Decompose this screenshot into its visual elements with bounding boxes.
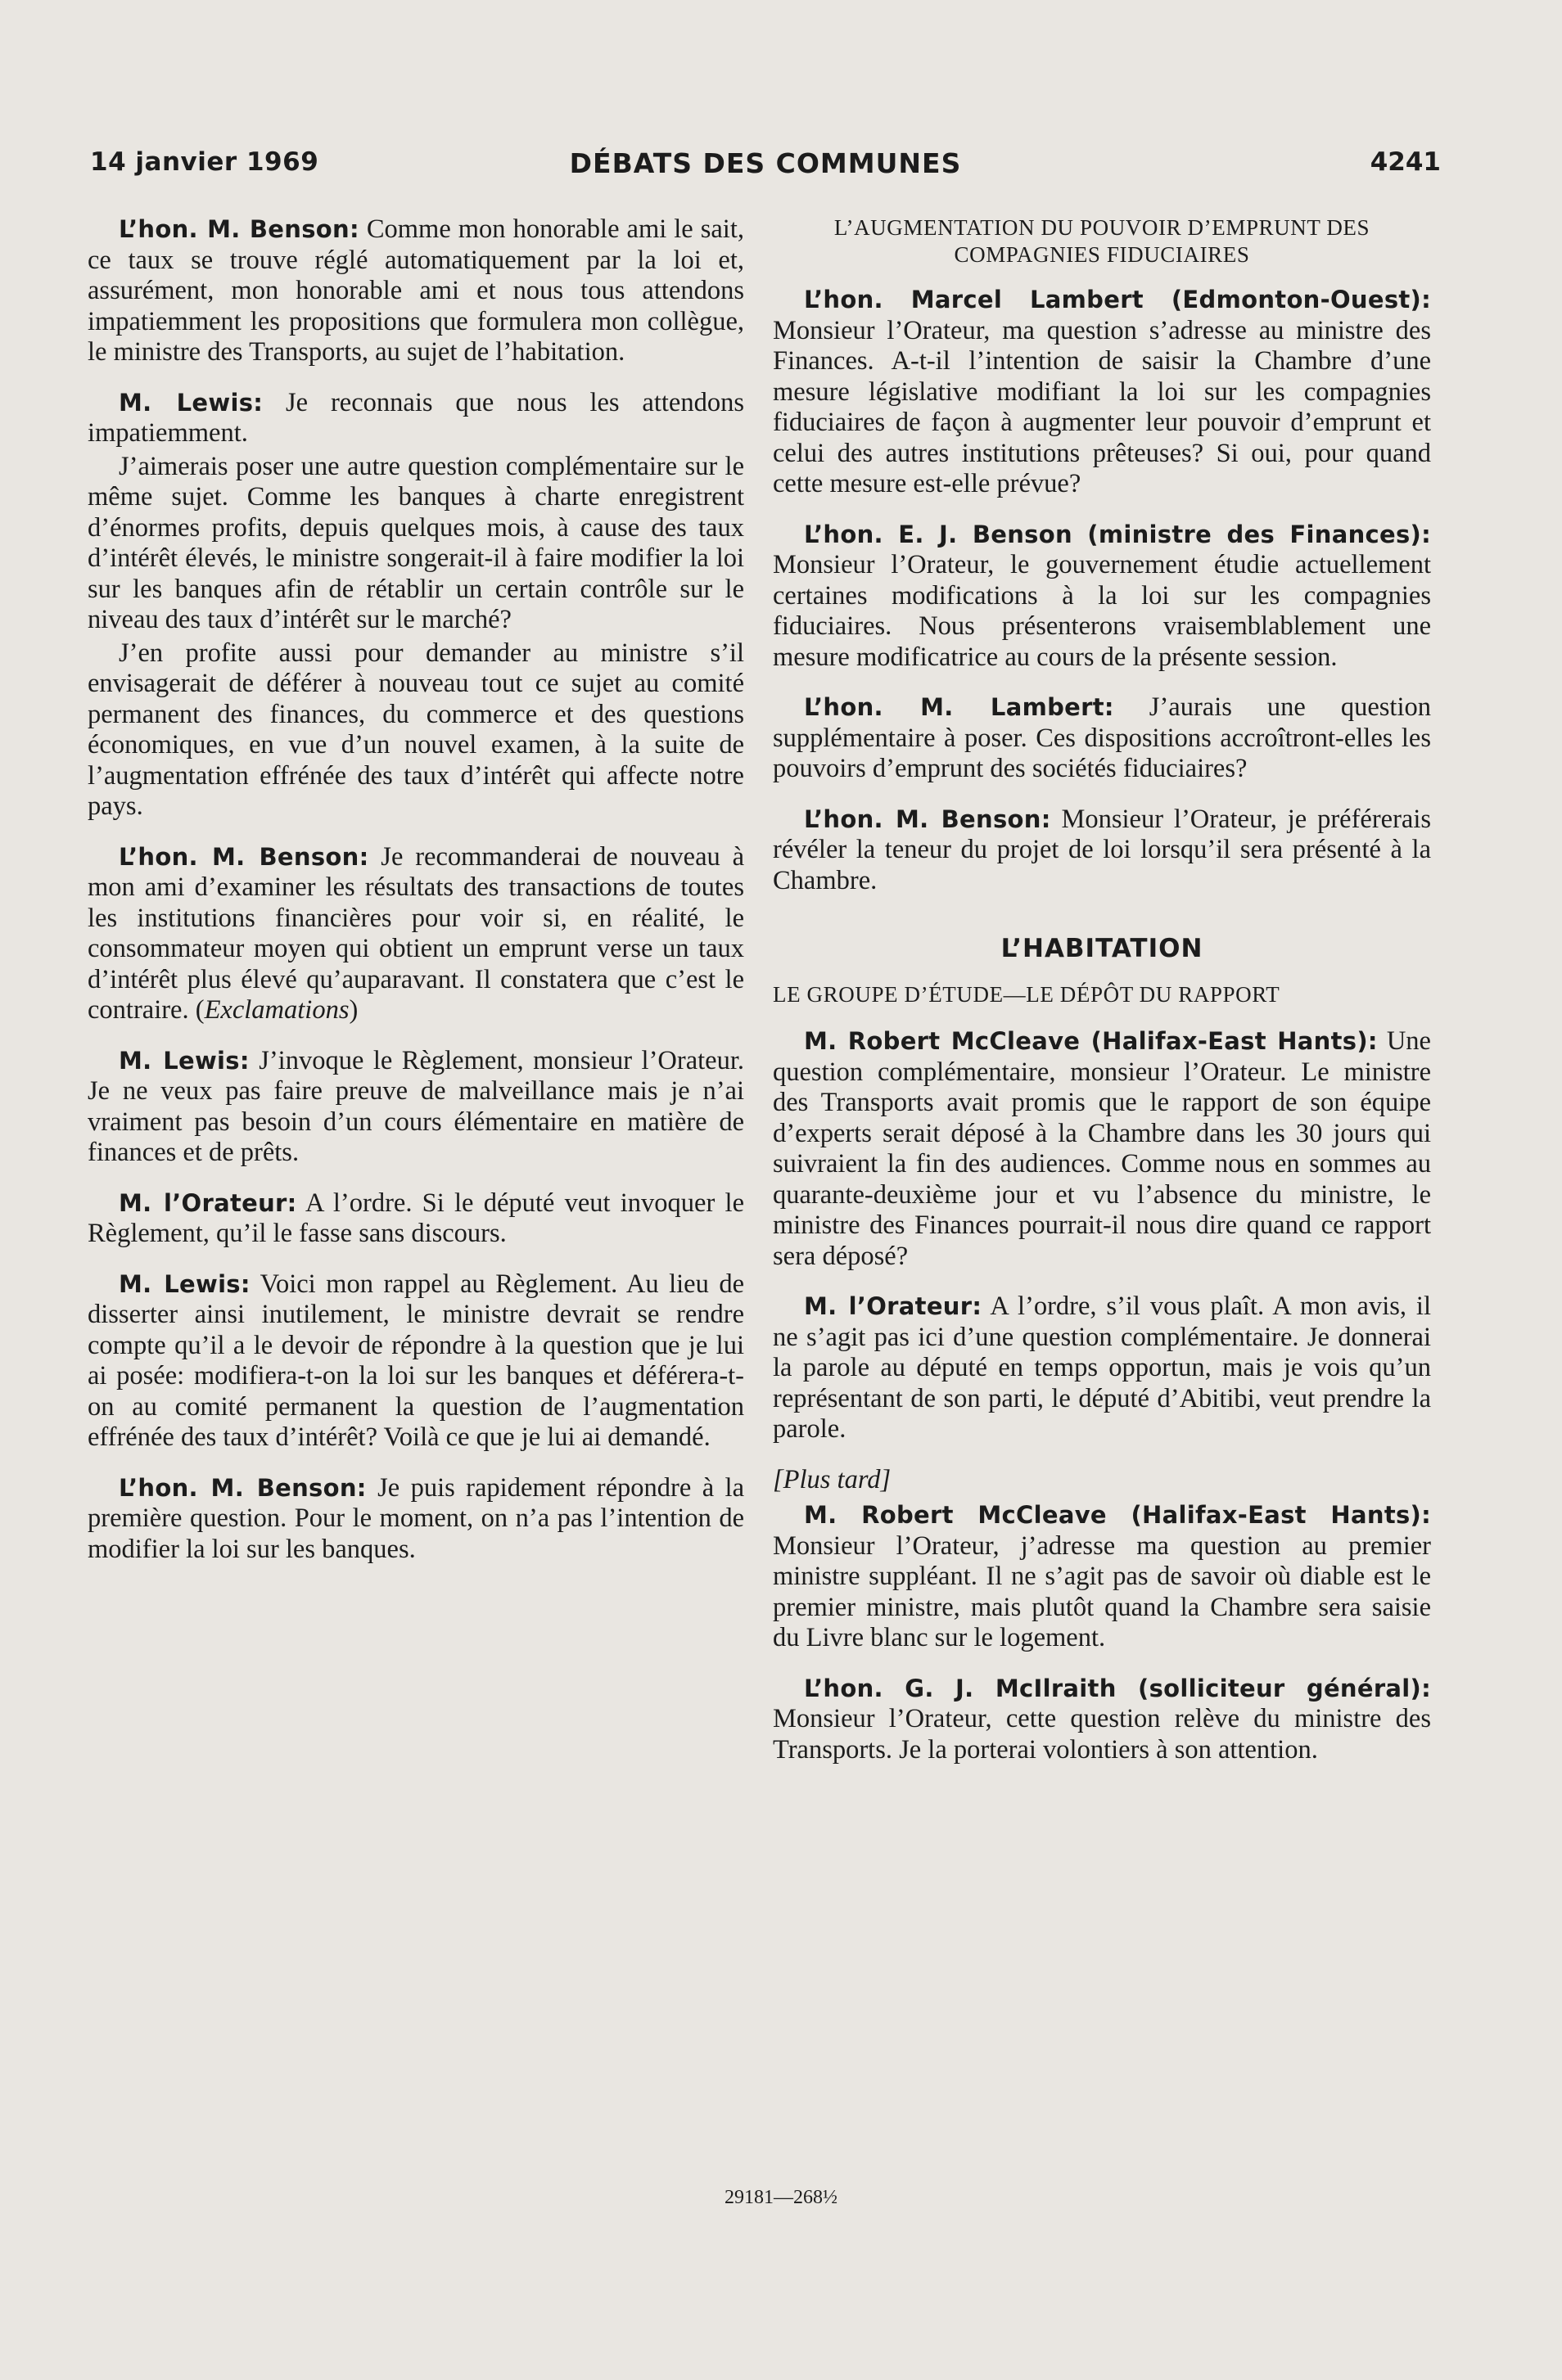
section-heading-trust-companies: L’AUGMENTATION DU POUVOIR D’EMPRUNT DES COMPAGNIES FIDUCIAIRES (833, 215, 1370, 267)
speech-text: J’invoque le Règlement, monsieur l’Orateur. Je ne veux pas faire preuve de malveillance mais je n’ai vraiment pas besoin d’un cours élémentaire en matière de finances et de prêts. (88, 1045, 744, 1167)
right-paragraph-4 (773, 805, 1431, 897)
speech-text: J’aimerais poser une autre question complémentaire sur le même sujet. Comme les banques à charte enregistrent d’énormes profits, depuis quelques mois, à cause des taux d’intérêt élevés, le ministre songerait-il à faire modifier la loi sur les banques afin de rétablir un certain contrôle sur le niveau des taux d’intérêt sur le marché? (88, 451, 744, 634)
right-paragraph-3 (773, 692, 1431, 785)
printing-code: 29181—268½ (725, 2187, 837, 2208)
speaker-name: M. Robert McCleave (Halifax-East Hants): (804, 1027, 1378, 1055)
speaker-name: L’hon. Marcel Lambert (Edmonton-Ouest): (804, 286, 1431, 313)
speaker-name: L’hon. G. J. McIlraith (solliciteur général): (804, 1674, 1431, 1702)
right-paragraph-2 (773, 520, 1431, 674)
speech-text: Je recommanderai de nouveau à mon ami d’examiner les résultats des transactions de toutes les institutions financières pour voir si, en réalité, le consommateur moyen qui obtient un emprunt verse un taux d’intérêt plus élevé qu’auparavant. Il constatera que c’est le contraire. ( (88, 841, 744, 1025)
right-paragraph-8 (773, 1674, 1431, 1766)
speaker-name: L’hon. M. Benson: (804, 805, 1051, 833)
right-paragraph-5 (773, 1026, 1431, 1272)
speaker-name: M. Robert McCleave (Halifax-East Hants): (804, 1501, 1431, 1529)
left-paragraph-2 (88, 388, 744, 449)
speech-text: Monsieur l’Orateur, je préférerais révéler la teneur du projet de loi lorsqu’il sera présenté à la Chambre. (773, 804, 1431, 895)
speaker-name: L’hon. M. Benson: (119, 842, 369, 871)
speaker-name: M. Lewis: (119, 388, 264, 417)
speech-text: A l’ordre. Si le député veut invoquer le Règlement, qu’il le fasse sans discours. (88, 1188, 744, 1248)
header-page-number: 4241 (1370, 147, 1441, 177)
left-paragraph-9 (88, 1473, 744, 1566)
right-paragraph-6 (773, 1291, 1431, 1445)
speech-text: Voici mon rappel au Règlement. Au lieu de disserter ainsi inutilement, le ministre devrait se rendre compte qu’il a le devoir de répondre à la question que je lui ai posée: modifiera-t-on la loi sur les banques et déférera-t-on au comité permanent la question de l’augmentation effrénée des taux d’intérêt? Voilà ce que je lui ai demandé. (88, 1269, 744, 1452)
speech-text: Monsieur l’Orateur, le gouvernement étudie actuellement certaines modifications à la loi sur les compagnies fiduciaires. Nous présenterons vraisemblablement une mesure modificatrice au cours de la présente session. (773, 550, 1431, 672)
subsection-heading-report: LE GROUPE D’ÉTUDE—LE DÉPÔT DU RAPPORT (773, 981, 1280, 1007)
speaker-name: M. Lewis: (119, 1046, 250, 1075)
speaker-name: L’hon. M. Lambert: (804, 693, 1114, 721)
header-title: DÉBATS DES COMMUNES (569, 147, 962, 179)
italic-note: Exclamations (204, 995, 350, 1025)
left-paragraph-6 (88, 1046, 744, 1169)
section-heading-housing: L’HABITATION (1000, 934, 1203, 963)
speech-text: Une question complémentaire, monsieur l’Orateur. Le ministre des Transports avait promis que le rapport de son équipe d’experts serait déposé à la Chambre dans les 30 jours qui suivraient la fin des audiences. Comme nous en sommes au quarante-deuxième jour et vu l’absence du ministre, le ministre des Finances pourrait-il nous dire quand ce rapport sera déposé? (773, 1026, 1431, 1271)
right-paragraph-1 (773, 285, 1431, 500)
left-paragraph-7 (88, 1188, 744, 1250)
speech-text: ) (349, 995, 359, 1025)
speaker-name: L’hon. M. Benson: (119, 215, 359, 243)
speaker-name: M. Lewis: (119, 1269, 251, 1298)
speech-text: A l’ordre, s’il vous plaît. A mon avis, il ne s’agit pas ici d’une question complémentaire. Je donnerai la parole au député en temps opportun, mais je vois qu’un représentant de son parti, le député d’Abitibi, veut prendre la parole. (773, 1291, 1431, 1444)
speech-text: Comme mon honorable ami le sait, ce taux se trouve réglé automatiquement par la loi et, assurément, mon honorable ami et nous tous attendons impatiemment les propositions que formulera mon collègue, le ministre des Transports, au sujet de l’habitation. (88, 214, 744, 367)
speaker-name: M. l’Orateur: (119, 1188, 297, 1217)
speech-text: Monsieur l’Orateur, cette question relève du ministre des Transports. Je la porterai volontiers à son attention. (773, 1704, 1431, 1765)
italic-note: [Plus tard] (773, 1464, 892, 1494)
left-column (88, 214, 744, 1584)
speech-text: Je puis rapidement répondre à la première question. Pour le moment, on n’a pas l’intention de modifier la loi sur les banques. (88, 1472, 745, 1564)
speech-text: Monsieur l’Orateur, ma question s’adresse au ministre des Finances. A-t-il l’intention de saisir la Chambre d’une mesure législative modifiant la loi sur les compagnies fiduciaires de façon à augmenter leur pouvoir d’emprunt et celui des autres institutions prêteuses? Si oui, pour quand cette mesure est-elle prévue? (773, 315, 1431, 498)
speaker-name: L’hon. M. Benson: (119, 1473, 367, 1502)
left-paragraph-5 (88, 842, 744, 1026)
speech-text: Monsieur l’Orateur, j’adresse ma question au premier ministre suppléant. Il ne s’agit pas de savoir où diable est le premier ministre, mais plutôt quand la Chambre sera saisie du Livre blanc sur le logement. (773, 1530, 1431, 1652)
speech-text: J’aurais une question supplémentaire à poser. Ces dispositions accroîtront-elles les pouvoirs d’emprunt des sociétés fiduciaires? (773, 692, 1431, 783)
speaker-name: M. l’Orateur: (804, 1292, 982, 1320)
left-paragraph-1 (88, 214, 744, 368)
later-note (773, 1465, 1431, 1496)
speech-text: J’en profite aussi pour demander au ministre s’il envisagerait de déférer à nouveau tout ce sujet au comité permanent des finances, du commerce et des questions économiques, en vue d’un nouvel examen, à la suite de l’augmentation effrénée des taux d’intérêt qui affecte notre pays. (88, 638, 744, 821)
speaker-name: L’hon. E. J. Benson (ministre des Finances): (804, 520, 1431, 548)
header-date: 14 janvier 1969 (90, 147, 319, 177)
left-paragraph-3 (88, 452, 744, 636)
speech-text: Je reconnais que nous les attendons impatiemment. (88, 387, 744, 448)
right-paragraph-7 (773, 1500, 1431, 1654)
page-header (90, 147, 1441, 196)
left-paragraph-4 (88, 638, 744, 823)
right-column (773, 214, 1431, 1785)
left-paragraph-8 (88, 1269, 744, 1454)
